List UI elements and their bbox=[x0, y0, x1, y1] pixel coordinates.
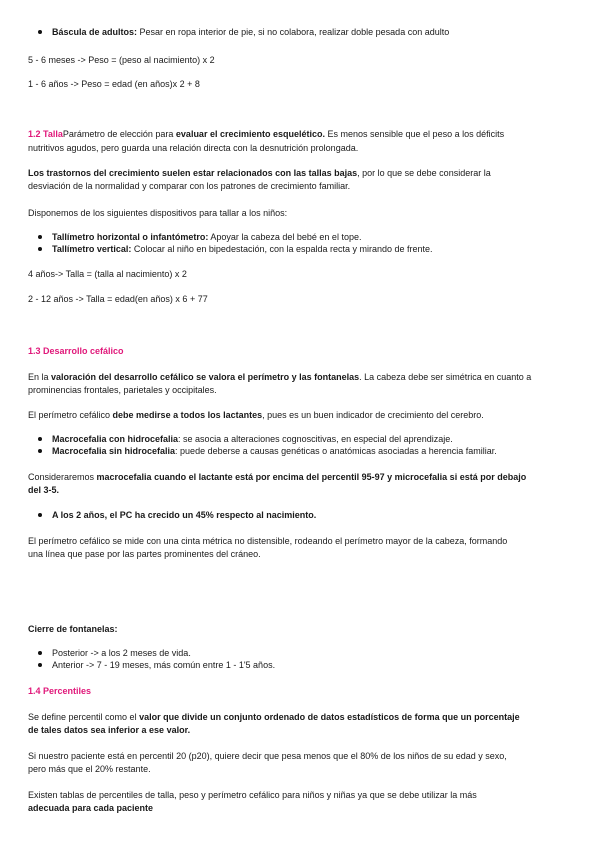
text-line: nutritivos agudos, pero guarda una relación directa con la desnutrición prolongada. bbox=[28, 143, 359, 153]
bullet-fontanela-anterior: Anterior -> 7 - 19 meses, más común entre 1 - 1'5 años. bbox=[52, 660, 276, 670]
cefalico-paragraph-3: Consideraremos macrocefalia cuando el lactante está por encima del percentil 95-97 y microcefalia si está por debajo bbox=[28, 472, 527, 482]
cefalico-paragraph-1: En la valoración del desarrollo cefálico se valora el perímetro y las fontanelas. La cabeza debe ser simétrica en cuanto a bbox=[28, 372, 532, 382]
text-line: desviación de la normalidad y comparar con los patrones de crecimiento familiar. bbox=[28, 181, 351, 191]
bullet-dot bbox=[38, 513, 42, 517]
weight-formula-1: 5 - 6 meses -> Peso = (peso al nacimiento) x 2 bbox=[28, 55, 215, 65]
bullet-dot bbox=[38, 449, 42, 453]
section-heading-talla: 1.2 Talla bbox=[28, 129, 63, 139]
bullet-dot bbox=[38, 235, 42, 239]
talla-paragraph-2: Los trastornos del crecimiento suelen estar relacionados con las tallas bajas, por lo que se debe considerar la bbox=[28, 168, 491, 178]
talla-formula-1: 4 años-> Talla = (talla al nacimiento) x 2 bbox=[28, 269, 187, 279]
bullet-dot bbox=[38, 663, 42, 667]
bullet-macrocefalia-con: Macrocefalia con hidrocefalia: se asocia a alteraciones cognoscitivas, en especial del aprendizaje. bbox=[52, 434, 453, 444]
talla-formula-2: 2 - 12 años -> Talla = edad(en años) x 6 + 77 bbox=[28, 294, 208, 304]
text-line: de tales datos sea inferior a ese valor. bbox=[28, 725, 191, 735]
bullet-macrocefalia-sin: Macrocefalia sin hidrocefalia: puede deberse a causas genéticas o anatómicas asociadas a herencia familiar. bbox=[52, 446, 497, 456]
talla-paragraph-1: 1.2 TallaParámetro de elección para evaluar el crecimiento esquelético. Es menos sensible que el peso a los déficits bbox=[28, 129, 505, 139]
fontanelas-title: Cierre de fontanelas: bbox=[28, 624, 118, 634]
percentiles-paragraph-1: Se define percentil como el valor que divide un conjunto ordenado de datos estadísticos de forma que un porcentaje bbox=[28, 712, 520, 722]
text-line: una línea que pase por las partes prominentes del cráneo. bbox=[28, 549, 261, 559]
bullet-bascula: Báscula de adultos: Pesar en ropa interior de pie, si no colabora, realizar doble pesada con adulto bbox=[52, 27, 450, 37]
talla-paragraph-3: Disponemos de los siguientes dispositivos para tallar a los niños: bbox=[28, 208, 288, 218]
text-line: del 3-5. bbox=[28, 485, 60, 495]
weight-formula-2: 1 - 6 años -> Peso = edad (en años)x 2 + 8 bbox=[28, 79, 200, 89]
cefalico-paragraph-4: El perímetro cefálico se mide con una cinta métrica no distensible, rodeando el perímetro mayor de la cabeza, formando bbox=[28, 536, 508, 546]
section-heading-cefalico: 1.3 Desarrollo cefálico bbox=[28, 346, 124, 356]
text-line: pero más que el 20% restante. bbox=[28, 764, 151, 774]
percentiles-paragraph-3: Existen tablas de percentiles de talla, peso y perímetro cefálico para niños y niñas ya que se debe utilizar la más bbox=[28, 790, 477, 800]
bullet-tallimetro-vertical: Tallímetro vertical: Colocar al niño en bipedestación, con la espalda recta y mirando de frente. bbox=[52, 244, 433, 254]
bullet-dot bbox=[38, 247, 42, 251]
cefalico-paragraph-2: El perímetro cefálico debe medirse a todos los lactantes, pues es un buen indicador de crecimiento del cerebro. bbox=[28, 410, 484, 420]
bullet-pc-2-anos: A los 2 años, el PC ha crecido un 45% respecto al nacimiento. bbox=[52, 510, 317, 520]
bullet-fontanela-posterior: Posterior -> a los 2 meses de vida. bbox=[52, 648, 191, 658]
bullet-dot bbox=[38, 30, 42, 34]
section-heading-percentiles: 1.4 Percentiles bbox=[28, 686, 92, 696]
text-line: adecuada para cada paciente bbox=[28, 803, 154, 813]
percentiles-paragraph-2: Si nuestro paciente está en percentil 20 (p20), quiere decir que pesa menos que el 80% de los niños de su edad y sexo, bbox=[28, 751, 507, 761]
bullet-tallimetro-horizontal: Tallímetro horizontal o infantómetro: Apoyar la cabeza del bebé en el tope. bbox=[52, 232, 362, 242]
bullet-dot bbox=[38, 651, 42, 655]
text-line: prominencias frontales, parietales y occipitales. bbox=[28, 385, 217, 395]
bullet-dot bbox=[38, 437, 42, 441]
